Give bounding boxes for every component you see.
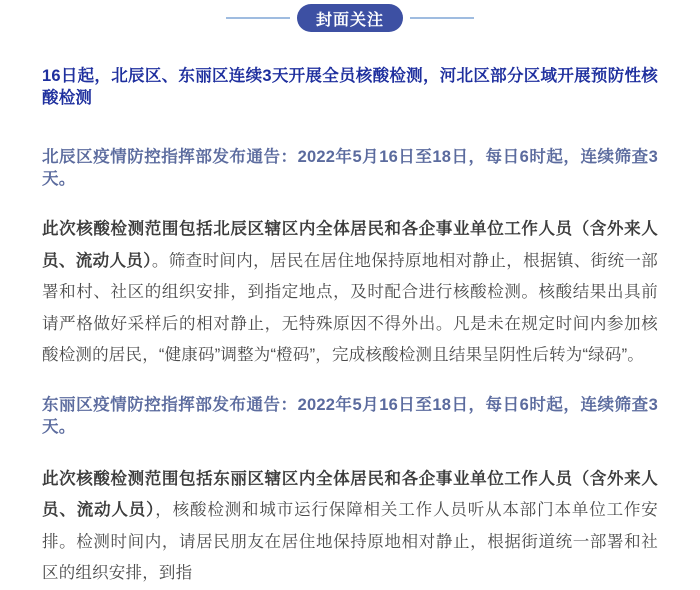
article-headline: 16日起，北辰区、东丽区连续3天开展全员核酸检测，河北区部分区域开展预防性核酸检测 bbox=[42, 67, 658, 107]
badge-divider-line-right bbox=[410, 17, 474, 19]
paragraph-beichen-bold-scope: 此次核酸检测范围包括北辰区辖区内全体居民和各企事业单位工作人员（含外来人员、流动人员） bbox=[42, 220, 658, 270]
paragraph-beichen-body: 。筛查时间内，居民在居住地保持原地相对静止，根据镇、街统一部署和村、社区的组织安排，到指定地点，及时配合进行核酸检测。核酸结果出具前请严格做好采样后的相对静止，无特殊原因不得外出。凡是未在规定时间内参加核酸检测的居民，“健康码”调整为“橙码”，完成核酸检测且结果呈阴性后转为“绿码”。 bbox=[42, 251, 659, 364]
subhead-beichen-notice: 北辰区疫情防控指挥部发布通告：2022年5月16日至18日，每日6时起，连续筛查3天。 bbox=[42, 148, 658, 188]
cover-focus-badge: 封面关注 bbox=[297, 4, 403, 32]
paragraph-dongli bbox=[42, 464, 658, 590]
paragraph-beichen bbox=[42, 214, 658, 372]
paragraph-dongli-body: ，核酸检测和城市运行保障相关工作人员听从本部门本单位工作安排。检测时间内，请居民朋友在居住地保持原地相对静止，根据街道统一部署和社区的组织安排，到指 bbox=[42, 501, 658, 582]
badge-divider-line-left bbox=[226, 17, 290, 19]
paragraph-dongli-bold-scope: 此次核酸检测范围包括东丽区辖区内全体居民和各企事业单位工作人员（含外来人员、流动人员） bbox=[42, 469, 658, 519]
subhead-dongli-notice: 东丽区疫情防控指挥部发布通告：2022年5月16日至18日，每日6时起，连续筛查3天。 bbox=[42, 395, 658, 436]
section-badge-row bbox=[42, 2, 658, 34]
